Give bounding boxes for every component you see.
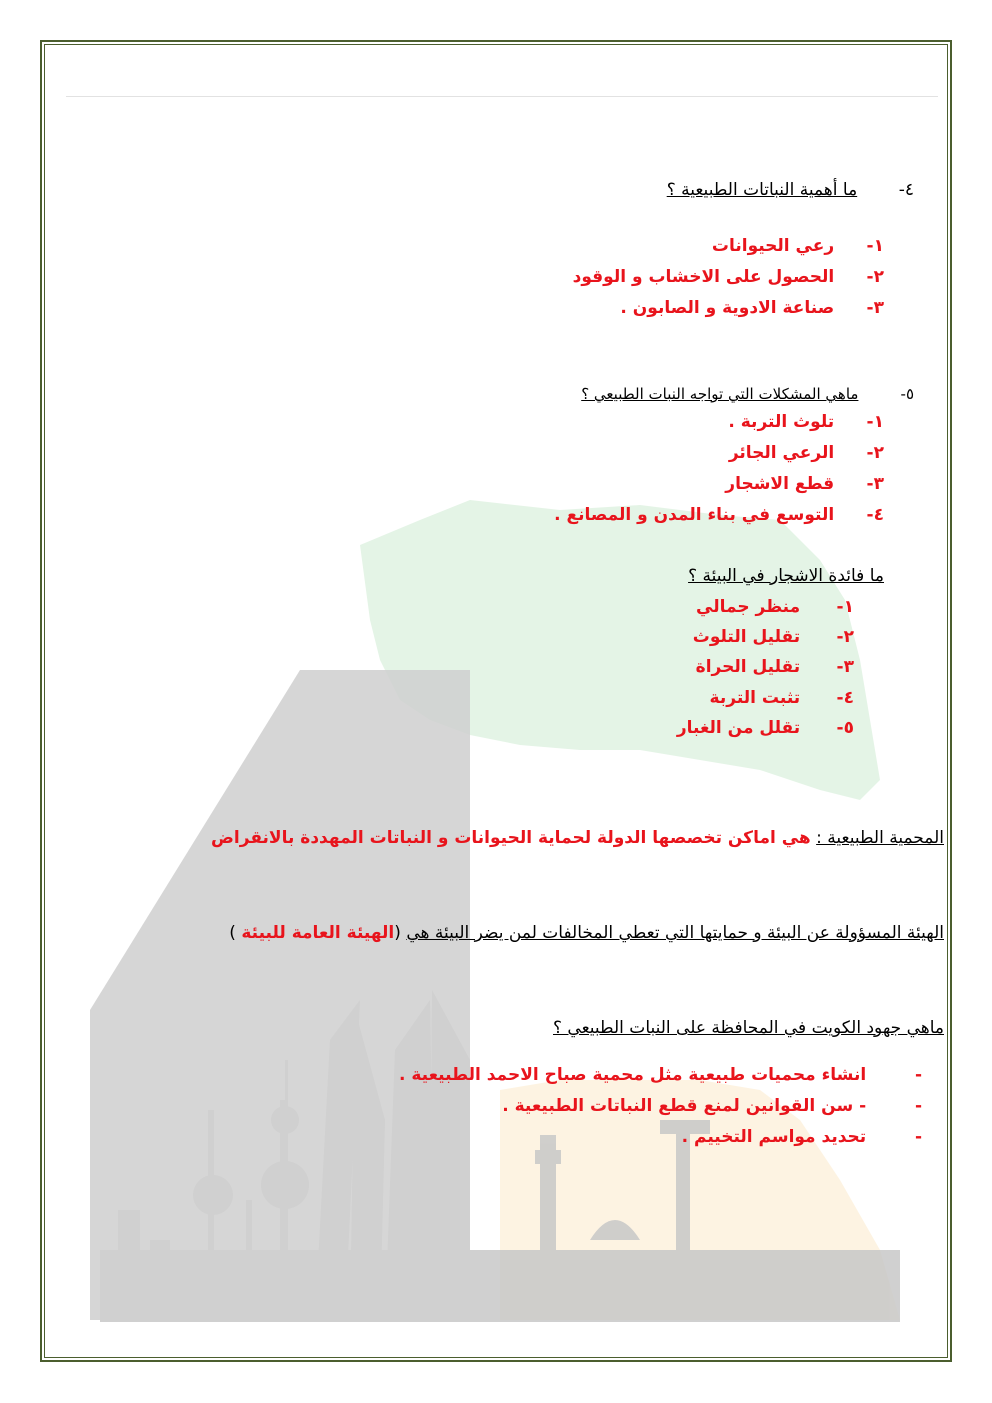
bullet-dash: - <box>914 1127 922 1147</box>
definition-text: هي اماكن تخصصها الدولة لحماية الحيوانات و النباتات المهددة بالانقراض <box>211 828 811 848</box>
q4-answer-3 <box>620 296 884 320</box>
list-text: انشاء محميات طبيعية مثل محمية صباح الاحمد الطبيعية . <box>398 1065 867 1085</box>
open-paren: ( <box>394 923 401 943</box>
q7-answer-1 <box>399 1063 922 1087</box>
list-number: ٤- <box>836 688 854 708</box>
q7-question <box>553 1016 944 1040</box>
q4-number: ٤- <box>898 180 914 200</box>
list-number: ٥- <box>836 718 854 738</box>
q4-question <box>667 178 914 202</box>
list-text: تقلل من الغبار <box>676 718 801 738</box>
q4-answer-1 <box>712 234 884 258</box>
list-number: ٤- <box>866 505 884 525</box>
list-text: التوسع في بناء المدن و المصانع . <box>554 505 835 525</box>
q5-answer-1 <box>728 410 884 434</box>
list-number: ٣- <box>866 298 884 318</box>
list-text: تثبت التربة <box>709 688 801 708</box>
list-number: ١- <box>866 236 884 256</box>
q5-question <box>581 382 914 406</box>
q6-answer-4 <box>710 686 854 710</box>
q7-answer-3 <box>682 1125 922 1149</box>
list-number: ٣- <box>836 657 854 677</box>
list-text: منظر جمالي <box>696 597 801 617</box>
list-number: ١- <box>836 597 854 617</box>
q4-answer-2 <box>573 265 884 289</box>
q5-answer-2 <box>729 441 884 465</box>
q5-answer-4 <box>554 503 884 527</box>
list-number: ٢- <box>866 267 884 287</box>
q6-answer-1 <box>696 595 854 619</box>
list-text: الرعي الجائر <box>728 443 835 463</box>
definition-term: الهيئة المسؤولة عن البيئة و حمايتها التي تعطي المخالفات لمن يضر البيئة هي <box>406 923 944 943</box>
list-text: تلوث التربة . <box>728 412 835 432</box>
q5-number: ٥- <box>900 385 914 403</box>
list-text: الحصول على الاخشاب و الوقود <box>572 267 835 287</box>
q6-question <box>688 564 884 588</box>
q7-answer-2 <box>502 1094 922 1118</box>
definition-nature-reserve <box>211 826 944 850</box>
bullet-dash: - <box>914 1065 922 1085</box>
list-text: رعي الحيوانات <box>711 236 835 256</box>
close-paren: ) <box>229 923 242 943</box>
list-text: قطع الاشجار <box>725 474 835 494</box>
bullet-dash: - <box>914 1096 922 1116</box>
q4-question-text: ما أهمية النباتات الطبيعية ؟ <box>666 180 858 200</box>
list-text: تقليل الحراة <box>695 657 801 677</box>
list-number: ٣- <box>866 474 884 494</box>
q6-answer-5 <box>677 716 854 740</box>
list-text: تقليل التلوث <box>692 627 801 647</box>
q6-question-text: ما فائدة الاشجار في البيئة ؟ <box>688 566 884 586</box>
q5-question-text: ماهي المشكلات التي تواجه النبات الطبيعي ؟ <box>581 385 859 403</box>
q7-question-text: ماهي جهود الكويت في المحافظة على النبات الطبيعي ؟ <box>553 1018 944 1038</box>
definition-answer: الهيئة العامة للبيئة <box>241 923 395 943</box>
q5-answer-3 <box>725 472 884 496</box>
q6-answer-2 <box>693 625 854 649</box>
list-text: - سن القوانين لمنع قطع النباتات الطبيعية . <box>502 1096 867 1116</box>
q6-answer-3 <box>696 655 854 679</box>
definition-term: المحمية الطبيعية : <box>816 828 944 848</box>
definition-environment-authority <box>229 921 944 945</box>
list-text: تحديد مواسم التخييم . <box>681 1127 867 1147</box>
list-number: ٢- <box>866 443 884 463</box>
list-number: ١- <box>866 412 884 432</box>
list-number: ٢- <box>836 627 854 647</box>
list-text: صناعة الادوية و الصابون . <box>620 298 835 318</box>
